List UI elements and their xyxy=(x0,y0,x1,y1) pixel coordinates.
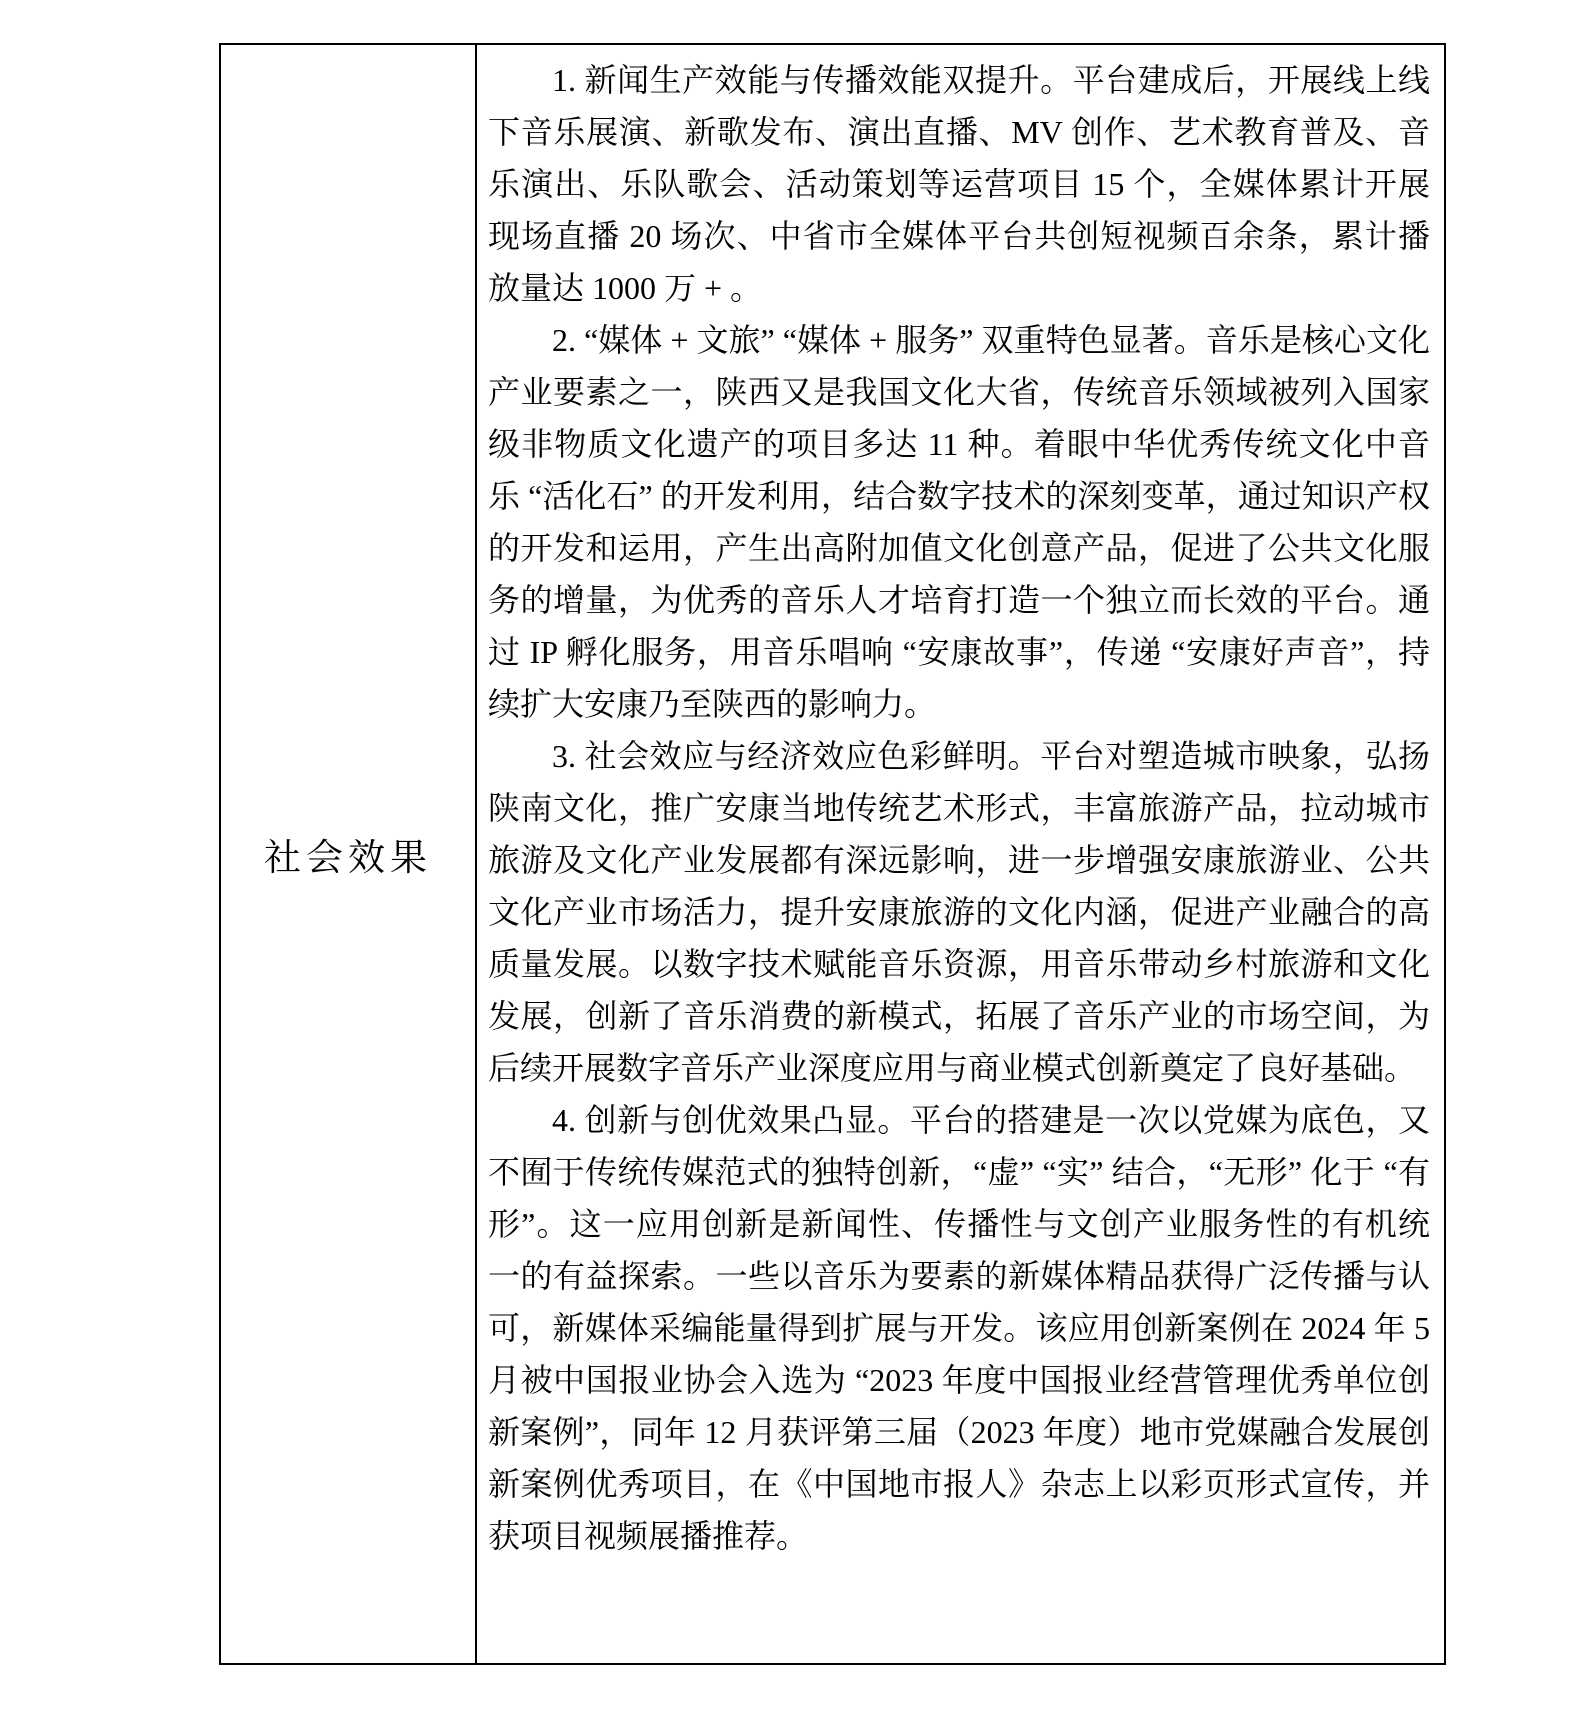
paragraph-4: 4. 创新与创优效果凸显。平台的搭建是一次以党媒为底色，又不囿于传统传媒范式的独特创新，“虚” “实” 结合，“无形” 化于 “有形”。这一应用创新是新闻性、传播性与文创产业服务性的有机统一的有益探索。一些以音乐为要素的新媒体精品获得广泛传播与认可，新媒体采编能量得到扩展与开发。该应用创新案例在 2024 年 5 月被中国报业协会入选为 “2023 年度中国报业经营管理优秀单位创新案例”，同年 12 月获评第三届（2023 年度）地市党媒融合发展创新案例优秀项目，在《中国地市报人》杂志上以彩页形式宣传，并获项目视频展播推荐。 xyxy=(488,1102,1430,1554)
social-effect-content-cell xyxy=(477,45,1444,1663)
row-header-cell xyxy=(221,45,477,1663)
paragraph-1: 1. 新闻生产效能与传播效能双提升。平台建成后，开展线上线下音乐展演、新歌发布、演出直播、MV 创作、艺术教育普及、音乐演出、乐队歌会、活动策划等运营项目 15 个，全媒体累计开展现场直播 20 场次、中省市全媒体平台共创短视频百余条，累计播放量达 1000 万 + 。 xyxy=(488,62,1430,306)
effects-table xyxy=(219,43,1446,1665)
row-header-label: 社会效果 xyxy=(264,838,432,879)
paragraph-3: 3. 社会效应与经济效应色彩鲜明。平台对塑造城市映象，弘扬陕南文化，推广安康当地传统艺术形式，丰富旅游产品，拉动城市旅游及文化产业发展都有深远影响，进一步增强安康旅游业、公共文化产业市场活力，提升安康旅游的文化内涵，促进产业融合的高质量发展。以数字技术赋能音乐资源，用音乐带动乡村旅游和文化发展，创新了音乐消费的新模式，拓展了音乐产业的市场空间，为后续开展数字音乐产业深度应用与商业模式创新奠定了良好基础。 xyxy=(488,738,1430,1086)
paragraph-2: 2. “媒体 + 文旅” “媒体 + 服务” 双重特色显著。音乐是核心文化产业要素之一，陕西又是我国文化大省，传统音乐领域被列入国家级非物质文化遗产的项目多达 11 种。着眼中华优秀传统文化中音乐 “活化石” 的开发利用，结合数字技术的深刻变革，通过知识产权的开发和运用，产生出高附加值文化创意产品，促进了公共文化服务的增量，为优秀的音乐人才培育打造一个独立而长效的平台。通过 IP 孵化服务，用音乐唱响 “安康故事”，传递 “安康好声音”，持续扩大安康乃至陕西的影响力。 xyxy=(488,322,1430,722)
